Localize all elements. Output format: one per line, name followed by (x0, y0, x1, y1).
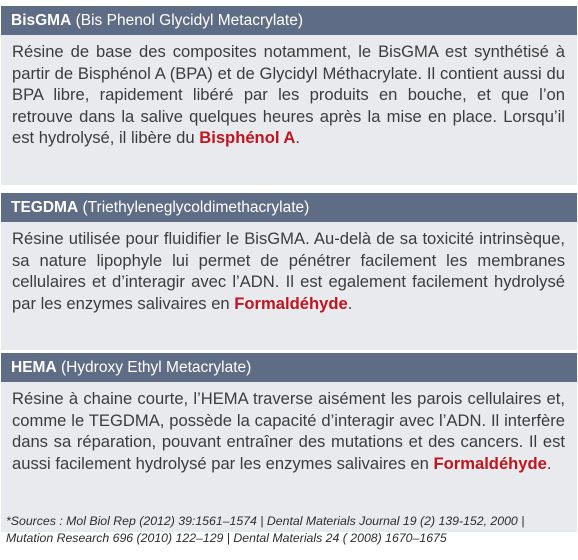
section-abbreviation: TEGDMA (11, 199, 79, 216)
section-header (1, 193, 577, 222)
description-text: Résine utilisée pour fluidifier le BisGMA. Au-delà de sa toxicité intrinsèque, sa nature lipophyle lui permet de pénétrer facilement les membranes cellulaires et d’interagir avec l’ADN. Il est egalement facilement hydrolysé par les enzymes salivaires en (12, 229, 565, 313)
highlighted-compound: Bisphénol A (199, 128, 296, 148)
description-text: Résine à chaine courte, l’HEMA traverse aisément les parois cellulaires et, comme le TEGDMA, possède la capacité d’interagir avec l’ADN. Il interfère dans sa réparation, pouvant entraîner des mutations et des cancers. Il est aussi facilement hydrolysé par les enzymes salivaires en (12, 389, 565, 473)
highlighted-compound: Formaldéhyde (433, 453, 547, 473)
section-abbreviation: HEMA (11, 359, 57, 376)
section-full-name: (Hydroxy Ethyl Metacrylate) (60, 359, 252, 376)
description-end: . (347, 293, 353, 313)
description-end: . (546, 453, 552, 473)
section-header (1, 6, 577, 35)
section-full-name: (Triethyleneglycoldimethacrylate) (82, 199, 310, 216)
description-text: Résine de base des composites notamment, le BisGMA est synthétisé à partir de Bisphénol A (BPA) et de Glycidyl Méthacrylate. Il contient aussi du BPA libre, rapidement libéré par les produits en bouche, et que l’on retrouve dans la salive quelques heures après la mise en place. Lorsqu’il est hydrolysé, il libère du (12, 42, 565, 148)
section-description (1, 35, 577, 185)
section-abbreviation: BisGMA (11, 12, 72, 29)
section-bisgma (1, 6, 577, 185)
description-end: . (295, 128, 301, 148)
section-description (1, 222, 577, 350)
section-full-name: (Bis Phenol Glycidyl Metacrylate) (75, 12, 304, 29)
highlighted-compound: Formaldéhyde (234, 293, 348, 313)
sources-footnote: *Sources : Mol Biol Rep (2012) 39:1561–1574 | Dental Materials Journal 19 (2) 139-152, 2000 | Mutation Research 696 (2010) 122–129 | Dental Materials 24 ( 2008) 1670–1675 (6, 514, 525, 545)
section-description (1, 382, 577, 532)
section-header (1, 353, 577, 382)
section-tegdma (1, 193, 577, 350)
section-hema (1, 353, 577, 532)
